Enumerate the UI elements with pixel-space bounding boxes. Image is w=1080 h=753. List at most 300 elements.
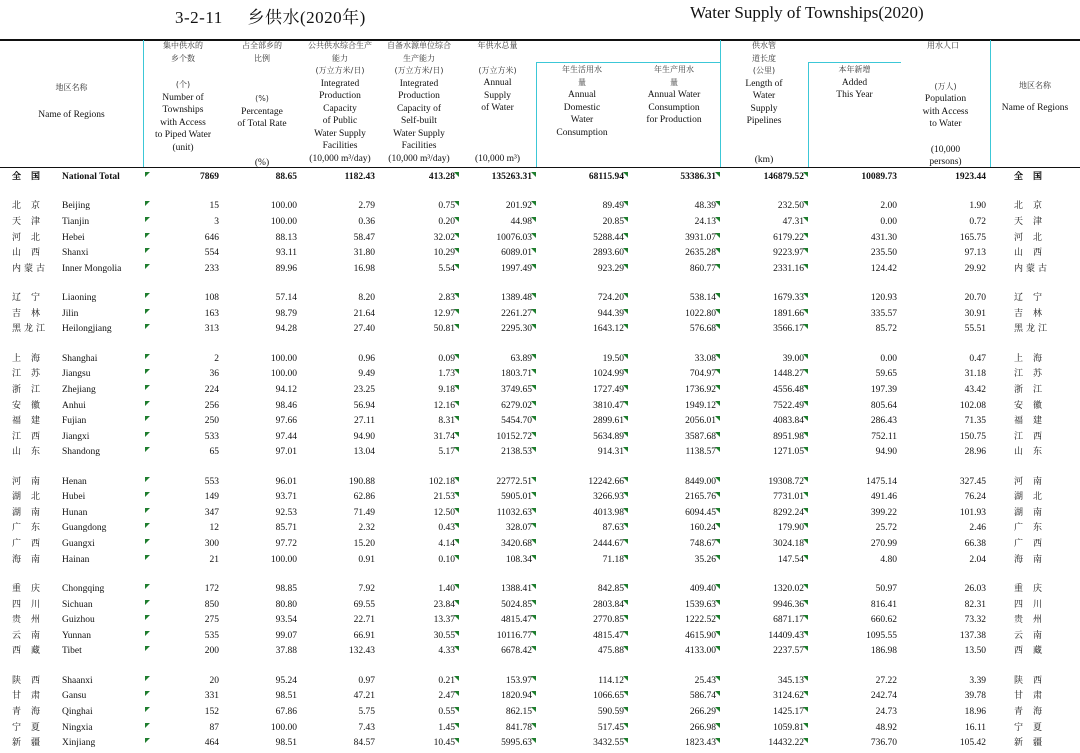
value-text: 250: [204, 416, 219, 427]
header-en-line: to Piped Water: [154, 130, 212, 140]
value-cell: [720, 445, 808, 461]
value-cell: [459, 705, 536, 721]
value-text: 48.92: [875, 722, 897, 733]
value-cell: [901, 705, 990, 721]
value-cell: [459, 262, 536, 278]
value-text: 5024.85: [501, 599, 532, 610]
cell-marker-icon: [145, 555, 150, 560]
table-row: [0, 399, 1080, 415]
value-text: 1923.44: [955, 172, 986, 182]
value-cell: [223, 215, 301, 231]
value-text: 0.91: [358, 554, 375, 565]
value-text: 0.10: [438, 554, 455, 565]
value-cell: [379, 262, 459, 278]
value-cell: [459, 367, 536, 383]
value-text: 0.00: [880, 216, 897, 227]
value-text: 13.04: [353, 447, 375, 458]
value-cell: [223, 352, 301, 368]
value-text: 409.40: [689, 584, 716, 595]
value-text: 538.14: [689, 293, 716, 304]
value-cell: [223, 399, 301, 415]
value-cell: [720, 383, 808, 399]
value-text: 3432.55: [593, 738, 624, 749]
header-en-line: of Water: [481, 103, 514, 113]
value-cell: [301, 613, 379, 629]
value-text: 3931.07: [685, 232, 716, 243]
value-text: 18.96: [964, 707, 986, 717]
value-text: 6179.22: [773, 232, 804, 243]
value-text: 232.50: [777, 201, 804, 212]
value-text: 860.77: [689, 263, 716, 274]
value-cell: [459, 445, 536, 461]
region-name-zh-right: 云南: [1014, 630, 1053, 641]
region-name-en: Guizhou: [62, 615, 95, 626]
value-cell: [720, 598, 808, 614]
value-cell: [223, 705, 301, 721]
region-name-zh-right: 安徽: [1014, 400, 1053, 411]
value-text: 98.51: [275, 691, 297, 702]
value-cell: [223, 490, 301, 506]
value-cell: [720, 246, 808, 262]
value-text: 5454.70: [501, 416, 532, 427]
table-row: [0, 644, 1080, 660]
value-text: 21.53: [433, 492, 455, 503]
value-text: 2.47: [438, 691, 455, 702]
value-text: 97.66: [275, 416, 297, 427]
header-zh: 年生活用水量: [562, 65, 602, 87]
header-unit: (10,000 m³): [474, 153, 521, 164]
value-cell: [459, 430, 536, 446]
value-text: 1388.41: [501, 584, 532, 595]
value-text: 4083.84: [773, 416, 804, 427]
value-cell: [628, 170, 720, 186]
region-name-zh-right: 河南: [1014, 476, 1053, 487]
value-text: 5.17: [438, 447, 455, 458]
table-row: [0, 506, 1080, 522]
value-text: 76.24: [964, 492, 986, 503]
header-selfbuilt-capacity: [379, 40, 459, 165]
value-cell: [379, 689, 459, 705]
value-cell: [143, 383, 223, 399]
value-cell: [901, 598, 990, 614]
region-name-zh-right: 江苏: [1014, 369, 1053, 380]
value-text: 3266.93: [593, 492, 624, 503]
value-cell: [459, 399, 536, 415]
value-cell: [379, 322, 459, 338]
value-cell: [808, 430, 901, 446]
value-cell: [143, 430, 223, 446]
value-cell: [301, 736, 379, 752]
value-cell: [901, 537, 990, 553]
region-name-en: Yunnan: [62, 630, 92, 641]
value-text: 1022.80: [685, 308, 716, 319]
value-cell: [536, 705, 628, 721]
value-text: 22772.51: [496, 476, 532, 487]
value-text: 5905.01: [501, 492, 532, 503]
value-cell: [720, 644, 808, 660]
value-text: 313: [204, 324, 219, 335]
region-name-zh: 福建: [12, 416, 51, 427]
header-en-line: This Year: [836, 90, 873, 100]
value-cell: [301, 445, 379, 461]
value-cell: [808, 414, 901, 430]
value-cell: [459, 629, 536, 645]
value-text: 87.63: [602, 523, 624, 534]
cell-marker-icon: [145, 447, 150, 452]
table-row: [0, 521, 1080, 537]
value-text: 62.86: [353, 492, 375, 503]
region-name-zh: 山西: [12, 248, 51, 259]
cell-marker-icon: [145, 492, 150, 497]
value-cell: [536, 689, 628, 705]
value-text: 1059.81: [773, 722, 804, 733]
region-name-zh-right: 海南: [1014, 554, 1053, 565]
value-cell: [536, 490, 628, 506]
value-cell: [379, 582, 459, 598]
header-production: [628, 64, 720, 127]
region-name-en: Sichuan: [62, 599, 93, 610]
value-text: 66.38: [964, 539, 986, 550]
region-name-en: Liaoning: [62, 293, 97, 304]
value-text: 1182.43: [344, 172, 375, 182]
header-en-line: Water: [570, 115, 594, 125]
value-text: 85.72: [875, 324, 897, 335]
cell-marker-icon: [145, 477, 150, 482]
spacer-cell: [0, 186, 1080, 200]
value-cell: [223, 262, 301, 278]
value-text: 5995.63: [501, 738, 532, 749]
value-text: 576.68: [689, 324, 716, 335]
value-text: 2.79: [358, 201, 375, 212]
header-unit: (10,000: [930, 144, 961, 155]
header-added-this-year: [808, 64, 901, 102]
table-row: [0, 383, 1080, 399]
value-cell: [143, 231, 223, 247]
region-header-en: Name of Regions: [1001, 102, 1069, 113]
value-cell: [536, 352, 628, 368]
value-cell: [628, 553, 720, 569]
value-cell: [223, 291, 301, 307]
value-text: 3: [214, 216, 219, 227]
value-cell: [628, 199, 720, 215]
value-text: 100.00: [270, 353, 297, 364]
table-row: [0, 629, 1080, 645]
value-cell: [808, 674, 901, 690]
region-name-zh: 河北: [12, 232, 51, 243]
value-cell: [143, 689, 223, 705]
value-cell: [628, 582, 720, 598]
value-cell: [536, 475, 628, 491]
value-cell: [459, 553, 536, 569]
value-cell: [379, 199, 459, 215]
value-text: 0.09: [438, 353, 455, 364]
value-cell: [808, 291, 901, 307]
table-row: [0, 705, 1080, 721]
value-cell: [223, 322, 301, 338]
cell-marker-icon: [145, 201, 150, 206]
value-text: 0.36: [358, 216, 375, 227]
value-cell: [808, 598, 901, 614]
header-en-line: Number of: [162, 92, 204, 103]
region-name-en: Tianjin: [62, 216, 90, 227]
value-text: 1823.43: [685, 738, 716, 749]
value-text: 97.13: [964, 248, 986, 259]
value-text: 2444.67: [593, 539, 624, 550]
value-cell: [536, 445, 628, 461]
value-text: 10.29: [433, 248, 455, 259]
cell-marker-icon: [145, 584, 150, 589]
region-name-en: Xinjiang: [62, 738, 96, 749]
header-en-line: Population: [924, 94, 967, 104]
value-cell: [143, 399, 223, 415]
value-text: 6094.45: [685, 507, 716, 518]
value-text: 97.01: [275, 447, 297, 458]
header-en-line: Water Supply: [393, 128, 445, 139]
value-cell: [379, 352, 459, 368]
value-text: 345.13: [777, 675, 804, 686]
value-text: 12242.66: [588, 476, 624, 487]
value-text: 1.40: [438, 584, 455, 595]
value-text: 3810.47: [593, 400, 624, 411]
value-text: 160.24: [689, 523, 716, 534]
table-row: [0, 475, 1080, 491]
value-cell: [536, 598, 628, 614]
region-name-zh-right: 北京: [1014, 201, 1053, 212]
region-name-zh-right: 天津: [1014, 216, 1053, 227]
value-text: 93.71: [275, 492, 297, 503]
region-name-en: Qinghai: [62, 707, 93, 717]
region-name-zh: 重庆: [12, 584, 51, 595]
value-cell: [379, 537, 459, 553]
region-name-zh-right: 宁夏: [1014, 722, 1053, 733]
value-text: 286.43: [870, 416, 897, 427]
region-name-en: Inner Mongolia: [62, 263, 122, 274]
value-text: 152: [204, 707, 219, 717]
value-cell: [628, 322, 720, 338]
value-text: 10089.73: [861, 172, 897, 182]
value-text: 12: [209, 523, 219, 534]
value-text: 270.99: [870, 539, 897, 550]
value-text: 16.11: [964, 722, 986, 733]
value-text: 399.22: [870, 507, 897, 518]
value-cell: [459, 598, 536, 614]
region-name-zh-right: 河北: [1014, 232, 1053, 243]
value-cell: [459, 475, 536, 491]
value-text: 201.92: [505, 201, 532, 212]
value-cell: [808, 170, 901, 186]
value-cell: [720, 736, 808, 752]
header-en-line: Integrated: [320, 78, 360, 89]
value-text: 1643.12: [593, 324, 624, 335]
region-name-zh: 天津: [12, 216, 51, 227]
value-text: 3124.62: [773, 691, 804, 702]
table-row: [0, 613, 1080, 629]
cell-marker-icon: [145, 723, 150, 728]
value-cell: [808, 231, 901, 247]
value-cell: [459, 199, 536, 215]
value-cell: [379, 246, 459, 262]
value-text: 862.15: [505, 707, 532, 717]
value-cell: [536, 246, 628, 262]
value-cell: [808, 553, 901, 569]
value-cell: [459, 521, 536, 537]
value-text: 100.00: [270, 554, 297, 565]
value-cell: [379, 736, 459, 752]
value-cell: [628, 736, 720, 752]
value-text: 22.71: [353, 615, 375, 626]
value-cell: [301, 689, 379, 705]
value-text: 197.39: [870, 384, 897, 395]
value-cell: [143, 414, 223, 430]
header-en-line: Water Supply: [314, 128, 366, 139]
header-zh: 年生产用水量: [654, 65, 694, 87]
table-row: [0, 231, 1080, 247]
value-text: 841.78: [505, 722, 532, 733]
value-text: 242.74: [870, 691, 897, 702]
cell-marker-icon: [145, 354, 150, 359]
value-text: 704.97: [689, 369, 716, 380]
value-cell: [901, 689, 990, 705]
spacer-cell: [0, 568, 1080, 582]
value-cell: [901, 262, 990, 278]
value-cell: [628, 721, 720, 737]
cell-marker-icon: [145, 676, 150, 681]
value-cell: [301, 490, 379, 506]
value-text: 24.73: [875, 707, 897, 717]
value-cell: [223, 231, 301, 247]
table-row: [0, 367, 1080, 383]
value-text: 10.45: [433, 738, 455, 749]
value-cell: [720, 430, 808, 446]
value-cell: [301, 414, 379, 430]
cell-marker-icon: [145, 401, 150, 406]
region-name-zh-right: 广东: [1014, 523, 1053, 534]
value-text: 150.75: [959, 431, 986, 442]
cell-marker-icon: [145, 707, 150, 712]
value-cell: [459, 537, 536, 553]
value-cell: [808, 689, 901, 705]
value-cell: [379, 553, 459, 569]
value-cell: [536, 262, 628, 278]
value-text: 9223.97: [773, 248, 804, 259]
region-name-en: Guangdong: [62, 523, 107, 534]
value-cell: [301, 199, 379, 215]
value-cell: [901, 322, 990, 338]
value-text: 3420.68: [501, 539, 532, 550]
value-cell: [379, 383, 459, 399]
value-text: 101.93: [959, 507, 986, 518]
value-text: 2.00: [880, 201, 897, 212]
value-text: 2295.30: [501, 324, 532, 335]
value-cell: [143, 352, 223, 368]
row-spacer: [0, 568, 1080, 582]
value-cell: [808, 721, 901, 737]
value-text: 100.00: [270, 722, 297, 733]
value-cell: [720, 399, 808, 415]
header-subrule: [808, 62, 901, 63]
value-text: 96.01: [275, 476, 297, 487]
value-cell: [301, 215, 379, 231]
value-cell: [143, 736, 223, 752]
value-text: 0.75: [438, 201, 455, 212]
value-text: 464: [204, 738, 219, 749]
value-cell: [720, 721, 808, 737]
table-row: [0, 736, 1080, 752]
value-cell: [536, 322, 628, 338]
value-text: 94.12: [275, 384, 297, 395]
value-cell: [223, 537, 301, 553]
value-text: 105.42: [959, 738, 986, 749]
value-text: 93.54: [275, 615, 297, 626]
value-cell: [628, 414, 720, 430]
value-text: 32.02: [433, 232, 455, 243]
value-cell: [628, 246, 720, 262]
value-cell: [628, 430, 720, 446]
header-unit: (%): [254, 157, 270, 168]
value-text: 56.94: [353, 400, 375, 411]
value-text: 1736.92: [685, 384, 716, 395]
value-cell: [720, 674, 808, 690]
value-cell: [379, 629, 459, 645]
value-cell: [223, 674, 301, 690]
value-cell: [808, 399, 901, 415]
value-cell: [628, 689, 720, 705]
value-cell: [720, 291, 808, 307]
value-text: 1727.49: [593, 384, 624, 395]
value-cell: [223, 307, 301, 323]
value-cell: [379, 291, 459, 307]
value-text: 7522.49: [773, 400, 804, 411]
value-text: 554: [204, 248, 219, 259]
value-text: 23.84: [433, 599, 455, 610]
value-text: 93.11: [275, 248, 297, 259]
value-text: 2138.53: [501, 447, 532, 458]
header-en-line: with Access: [160, 117, 206, 128]
value-text: 30.91: [964, 308, 986, 319]
value-text: 33.08: [694, 353, 716, 364]
value-cell: [223, 521, 301, 537]
value-text: 149: [204, 492, 219, 503]
header-zh: 本年新增: [838, 65, 871, 74]
value-text: 80.80: [275, 599, 297, 610]
value-cell: [459, 613, 536, 629]
value-text: 7731.01: [773, 492, 804, 503]
value-cell: [628, 307, 720, 323]
value-text: 533: [204, 431, 219, 442]
region-name-en: Chongqing: [62, 584, 105, 595]
value-text: 5634.89: [593, 431, 624, 442]
value-text: 135263.31: [491, 172, 532, 182]
header-zh: 自备水源单位综合生产能力: [387, 41, 451, 63]
region-name-zh: 湖南: [12, 507, 51, 518]
value-cell: [901, 383, 990, 399]
region-name-zh-right: 四川: [1014, 599, 1053, 610]
value-cell: [223, 613, 301, 629]
value-text: 491.46: [870, 492, 897, 503]
table-row: [0, 352, 1080, 368]
value-text: 1138.57: [685, 447, 716, 458]
value-cell: [901, 553, 990, 569]
value-text: 0.21: [438, 675, 455, 686]
value-cell: [379, 307, 459, 323]
region-name-zh: 上海: [12, 353, 51, 364]
region-name-zh: 安徽: [12, 400, 51, 411]
value-cell: [901, 170, 990, 186]
header-en-line: Water: [752, 91, 776, 101]
value-text: 4.14: [438, 539, 455, 550]
value-text: 3587.68: [685, 431, 716, 442]
value-cell: [536, 170, 628, 186]
